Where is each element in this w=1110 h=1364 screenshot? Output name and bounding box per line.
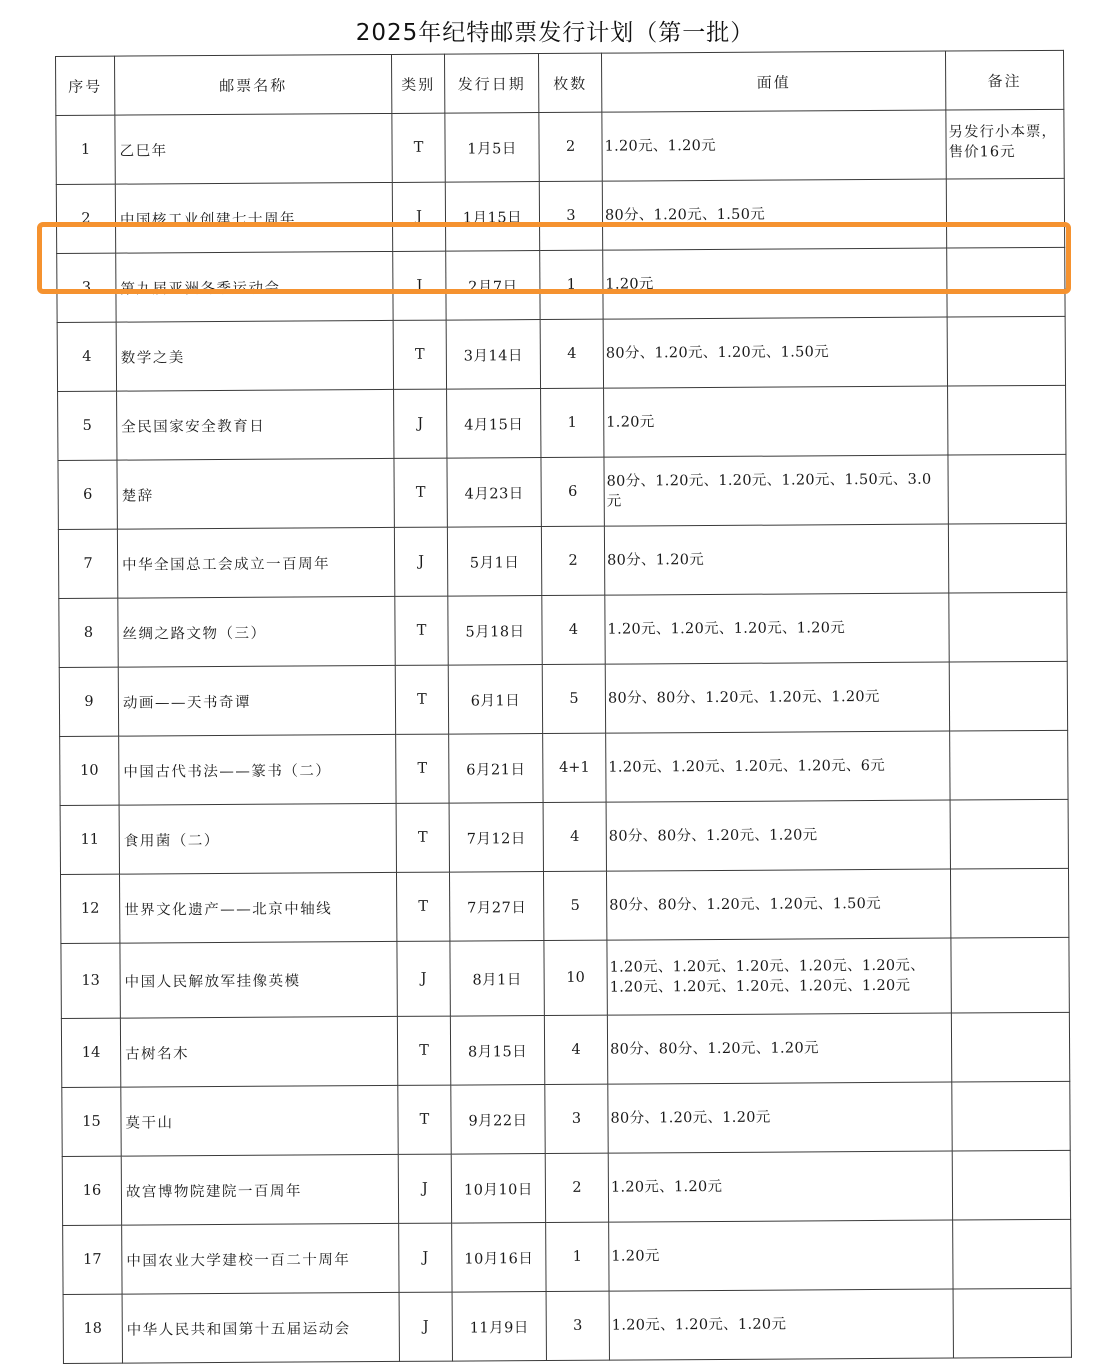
cell-face-value: 80分、80分、1.20元、1.20元 <box>606 800 950 871</box>
cell-issue-date: 5月1日 <box>447 527 541 597</box>
cell-issue-date: 3月14日 <box>446 320 540 390</box>
cell-type: T <box>393 320 446 389</box>
cell-issue-date: 10月16日 <box>452 1223 546 1293</box>
cell-stamp-name: 第九届亚洲冬季运动会 <box>116 251 393 322</box>
cell-issue-date: 10月10日 <box>451 1154 545 1224</box>
cell-count: 2 <box>545 1153 608 1222</box>
cell-stamp-name: 莫干山 <box>121 1085 398 1156</box>
cell-note <box>951 937 1069 1013</box>
cell-issue-date: 6月21日 <box>449 734 543 804</box>
cell-no: 15 <box>62 1087 121 1156</box>
cell-count: 3 <box>545 1084 608 1153</box>
table-row <box>60 799 1068 874</box>
cell-type: T <box>396 803 449 872</box>
header-date: 发行日期 <box>444 54 538 114</box>
cell-type: T <box>394 458 447 527</box>
cell-face-value: 80分、80分、1.20元、1.20元 <box>607 1013 951 1084</box>
cell-type: J <box>398 1154 451 1223</box>
cell-type: J <box>397 941 450 1016</box>
cell-face-value: 1.20元、1.20元、1.20元、1.20元 <box>605 593 949 664</box>
cell-stamp-name: 世界文化遗产——北京中轴线 <box>119 872 396 943</box>
cell-no: 1 <box>56 115 115 184</box>
cell-count: 1 <box>546 1222 609 1291</box>
cell-face-value: 80分、1.20元、1.20元、1.20元、1.50元、3.0元 <box>604 455 948 526</box>
cell-count: 3 <box>539 181 602 250</box>
cell-count: 2 <box>541 526 604 595</box>
cell-type: T <box>392 113 445 182</box>
cell-face-value: 1.20元、1.20元 <box>608 1151 952 1222</box>
cell-no: 9 <box>59 667 118 736</box>
cell-type: J <box>399 1292 452 1361</box>
cell-count: 10 <box>544 940 607 1015</box>
cell-count: 4 <box>540 319 603 388</box>
cell-type: J <box>394 389 447 458</box>
cell-count: 1 <box>541 388 604 457</box>
cell-stamp-name: 中华全国总工会成立一百周年 <box>117 527 394 598</box>
cell-note <box>953 1219 1071 1289</box>
cell-no: 3 <box>57 253 116 322</box>
cell-stamp-name: 食用菌（二） <box>119 803 396 874</box>
cell-type: J <box>393 251 446 320</box>
cell-stamp-name: 故宫博物院建院一百周年 <box>121 1154 398 1225</box>
cell-stamp-name: 中国核工业创建七十周年 <box>115 182 392 253</box>
cell-stamp-name: 全民国家安全教育日 <box>117 389 394 460</box>
cell-issue-date: 4月23日 <box>447 458 541 528</box>
cell-stamp-name: 动画——天书奇谭 <box>118 665 395 736</box>
table-row <box>60 730 1068 805</box>
cell-count: 5 <box>543 871 606 940</box>
cell-stamp-name: 乙巳年 <box>115 113 392 184</box>
cell-no: 4 <box>57 322 116 391</box>
cell-stamp-name: 中国古代书法——篆书（二） <box>119 734 396 805</box>
cell-note <box>952 1150 1070 1220</box>
cell-face-value: 1.20元 <box>609 1220 953 1291</box>
cell-note <box>950 868 1068 938</box>
cell-note <box>952 1081 1070 1151</box>
cell-count: 4 <box>544 1015 607 1084</box>
stamp-plan-sheet <box>55 50 1071 1364</box>
cell-no: 2 <box>56 184 115 253</box>
cell-issue-date: 8月15日 <box>450 1016 544 1086</box>
cell-issue-date: 5月18日 <box>448 596 542 666</box>
table-row <box>61 937 1069 1018</box>
cell-face-value: 80分、1.20元 <box>604 524 948 595</box>
cell-note <box>949 592 1067 662</box>
stamp-plan-table <box>55 50 1072 1364</box>
cell-note <box>947 247 1065 317</box>
cell-no: 8 <box>59 598 118 667</box>
cell-note <box>950 799 1068 869</box>
cell-type: T <box>396 734 449 803</box>
cell-no: 11 <box>60 805 119 874</box>
cell-stamp-name: 数学之美 <box>116 320 393 391</box>
cell-type: J <box>392 182 445 251</box>
cell-note <box>953 1288 1071 1358</box>
cell-issue-date: 1月15日 <box>445 182 539 252</box>
cell-face-value: 80分、80分、1.20元、1.20元、1.20元 <box>605 662 949 733</box>
cell-stamp-name: 丝绸之路文物（三） <box>118 596 395 667</box>
document-title: 2025年纪特邮票发行计划（第一批） <box>355 20 755 46</box>
cell-no: 5 <box>58 391 117 460</box>
cell-stamp-name: 中国农业大学建校一百二十周年 <box>122 1223 399 1294</box>
cell-no: 12 <box>60 874 119 943</box>
cell-face-value: 1.20元 <box>604 386 948 457</box>
header-note: 备注 <box>945 50 1063 110</box>
table-row <box>63 1288 1071 1363</box>
cell-note <box>948 385 1066 455</box>
header-type: 类别 <box>391 54 444 113</box>
cell-face-value: 1.20元、1.20元、1.20元、1.20元、1.20元、1.20元、1.20元、1.20元、1.20元、1.20元 <box>607 938 951 1015</box>
header-name: 邮票名称 <box>115 54 392 115</box>
cell-face-value: 1.20元、1.20元 <box>602 110 946 181</box>
cell-count: 5 <box>542 664 605 733</box>
cell-count: 4 <box>543 802 606 871</box>
cell-note: 另发行小本票，售价16元 <box>946 109 1064 179</box>
cell-face-value: 80分、1.20元、1.20元 <box>608 1082 952 1153</box>
cell-no: 6 <box>58 460 117 529</box>
cell-count: 2 <box>539 112 602 181</box>
cell-issue-date: 9月22日 <box>451 1085 545 1155</box>
cell-no: 16 <box>62 1156 121 1225</box>
cell-note <box>948 454 1066 524</box>
cell-face-value: 80分、80分、1.20元、1.20元、1.50元 <box>606 869 950 940</box>
cell-issue-date: 2月7日 <box>446 251 540 321</box>
cell-type: J <box>394 527 447 596</box>
table-row <box>59 661 1067 736</box>
table-row <box>56 109 1064 184</box>
cell-type: J <box>399 1223 452 1292</box>
cell-issue-date: 6月1日 <box>448 665 542 735</box>
cell-note <box>949 661 1067 731</box>
cell-type: T <box>397 1016 450 1085</box>
table-row <box>63 1219 1071 1294</box>
cell-count: 4+1 <box>543 733 606 802</box>
cell-type: T <box>395 665 448 734</box>
table-row <box>62 1081 1070 1156</box>
table-row <box>57 247 1065 322</box>
cell-no: 7 <box>58 529 117 598</box>
cell-issue-date: 7月12日 <box>449 803 543 873</box>
cell-count: 4 <box>542 595 605 664</box>
table-row <box>58 385 1066 460</box>
cell-no: 17 <box>63 1225 122 1294</box>
table-row <box>62 1150 1070 1225</box>
cell-issue-date: 4月15日 <box>447 389 541 459</box>
table-body <box>56 109 1072 1363</box>
cell-note <box>948 523 1066 593</box>
table-row <box>58 454 1066 529</box>
cell-face-value: 1.20元、1.20元、1.20元 <box>609 1289 953 1360</box>
cell-type: T <box>398 1085 451 1154</box>
cell-issue-date: 1月5日 <box>445 113 539 183</box>
cell-no: 13 <box>61 943 120 1018</box>
cell-face-value: 1.20元 <box>603 248 947 319</box>
table-row <box>58 523 1066 598</box>
cell-stamp-name: 古树名木 <box>120 1016 397 1087</box>
header-count: 枚数 <box>538 53 601 112</box>
cell-issue-date: 11月9日 <box>452 1292 546 1362</box>
table-header-row <box>56 50 1064 115</box>
cell-count: 3 <box>546 1291 609 1360</box>
cell-face-value: 1.20元、1.20元、1.20元、1.20元、6元 <box>606 731 950 802</box>
table-row <box>60 868 1068 943</box>
cell-type: T <box>396 872 449 941</box>
cell-note <box>951 1012 1069 1082</box>
cell-note <box>950 730 1068 800</box>
header-face-value: 面值 <box>601 51 945 112</box>
header-no: 序号 <box>56 56 115 115</box>
cell-issue-date: 7月27日 <box>449 872 543 942</box>
table-row <box>56 178 1064 253</box>
cell-face-value: 80分、1.20元、1.50元 <box>602 179 946 250</box>
cell-no: 14 <box>61 1018 120 1087</box>
cell-stamp-name: 中国人民解放军挂像英模 <box>120 941 397 1018</box>
cell-count: 6 <box>541 457 604 526</box>
cell-count: 1 <box>540 250 603 319</box>
cell-type: T <box>395 596 448 665</box>
cell-stamp-name: 楚辞 <box>117 458 394 529</box>
cell-note <box>946 178 1064 248</box>
cell-face-value: 80分、1.20元、1.20元、1.50元 <box>603 317 947 388</box>
cell-issue-date: 8月1日 <box>450 941 544 1017</box>
cell-note <box>947 316 1065 386</box>
table-row <box>59 592 1067 667</box>
table-row <box>57 316 1065 391</box>
cell-no: 18 <box>63 1294 122 1363</box>
cell-no: 10 <box>60 736 119 805</box>
cell-stamp-name: 中华人民共和国第十五届运动会 <box>122 1292 399 1363</box>
table-row <box>61 1012 1069 1087</box>
